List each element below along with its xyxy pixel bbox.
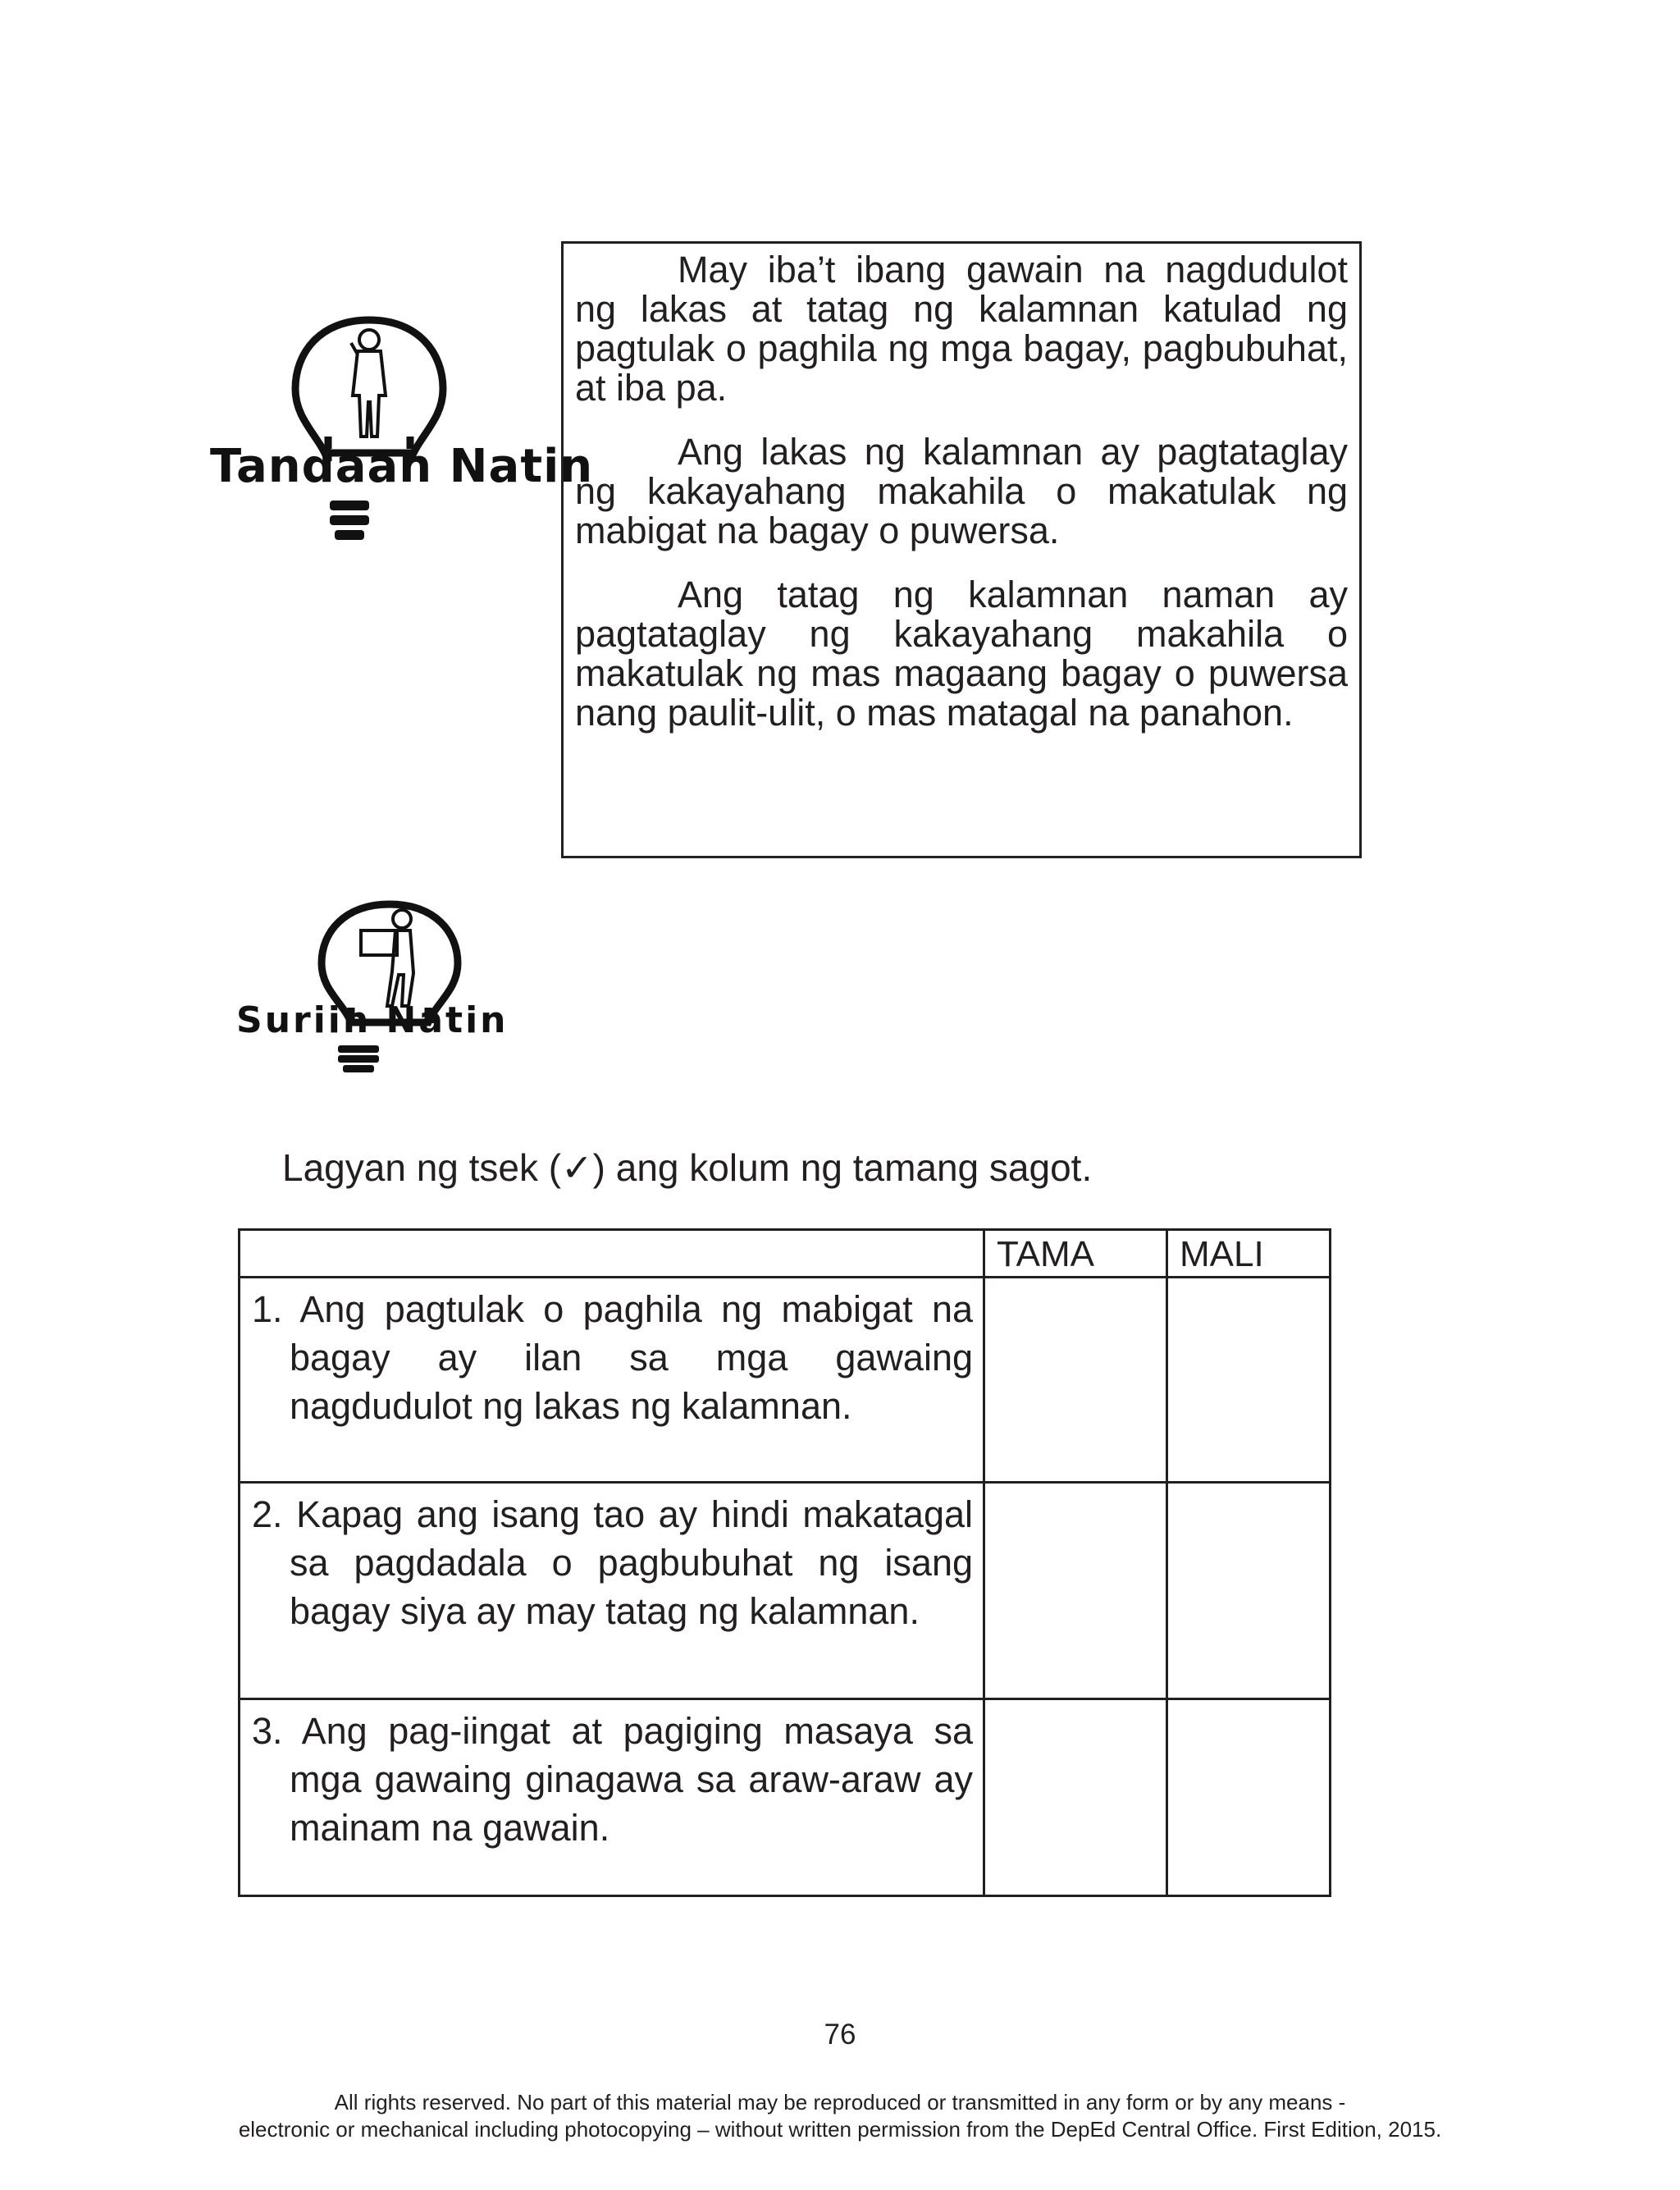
question-3-text: 3. Ang pag-iingat at pagiging masaya sa mga gawaing ginagawa sa araw-araw ay mainam na gawain. <box>252 1710 973 1849</box>
question-1 <box>240 1278 984 1483</box>
footer-line-1: All rights reserved. No part of this material may be reproduced or transmitted in any form or by any means - <box>334 2090 1346 2115</box>
page-number: 76 <box>824 2019 856 2051</box>
header-mali: MALI <box>1167 1230 1331 1278</box>
answer-tama-1[interactable] <box>984 1278 1167 1483</box>
question-2-text: 2. Kapag ang isang tao ay hindi makatagal sa pagdadala o pagbubuhat ng isang bagay siya ay may tatag ng kalamnan. <box>252 1493 973 1632</box>
question-2 <box>240 1483 984 1699</box>
header-question <box>240 1230 984 1278</box>
table-row <box>240 1278 1331 1483</box>
copyright-footer <box>0 2089 1680 2143</box>
tandaan-paragraph-1: May iba’t ibang gawain na nagdudulot ng lakas at tatag ng kalamnan katulad ng pagtulak o paghila ng mga bagay, pagbubuhat, at iba pa. <box>575 249 1348 409</box>
suriin-natin-label: Suriin Natin <box>236 999 509 1041</box>
tandaan-natin-box <box>561 241 1362 858</box>
answer-tama-3[interactable] <box>984 1699 1167 1896</box>
quiz-table <box>238 1228 1331 1897</box>
table-row <box>240 1699 1331 1896</box>
question-1-text: 1. Ang pagtulak o paghila ng mabigat na bagay ay ilan sa mga gawaing nagdudulot ng lakas ng kalamnan. <box>252 1288 973 1427</box>
answer-mali-2[interactable] <box>1167 1483 1331 1699</box>
table-row <box>240 1483 1331 1699</box>
tandaan-paragraph-2: Ang lakas ng kalamnan ay pagtataglay ng kakayahang makahila o makatulak ng mabigat na bagay o puwersa. <box>575 431 1348 551</box>
suriin-bulb-base-icon <box>336 1044 381 1077</box>
answer-mali-1[interactable] <box>1167 1278 1331 1483</box>
instruction-text: Lagyan ng tsek (✓) ang kolum ng tamang sagot. <box>282 1146 1093 1189</box>
answer-mali-3[interactable] <box>1167 1699 1331 1896</box>
footer-line-2: electronic or mechanical including photocopying – without written permission from the DepEd Central Office. First Edition, 2015. <box>238 2117 1442 2142</box>
tandaan-paragraph-3: Ang tatag ng kalamnan naman ay pagtataglay ng kakayahang makahila o makatulak ng mas magaang bagay o puwersa nang paulit-ulit, o mas matagal na panahon. <box>575 574 1348 734</box>
answer-tama-2[interactable] <box>984 1483 1167 1699</box>
tandaan-bulb-base-icon <box>328 499 371 546</box>
tandaan-natin-label: Tandaan Natin <box>210 440 594 493</box>
table-header-row <box>240 1230 1331 1278</box>
header-tama: TAMA <box>984 1230 1167 1278</box>
question-3 <box>240 1699 984 1896</box>
